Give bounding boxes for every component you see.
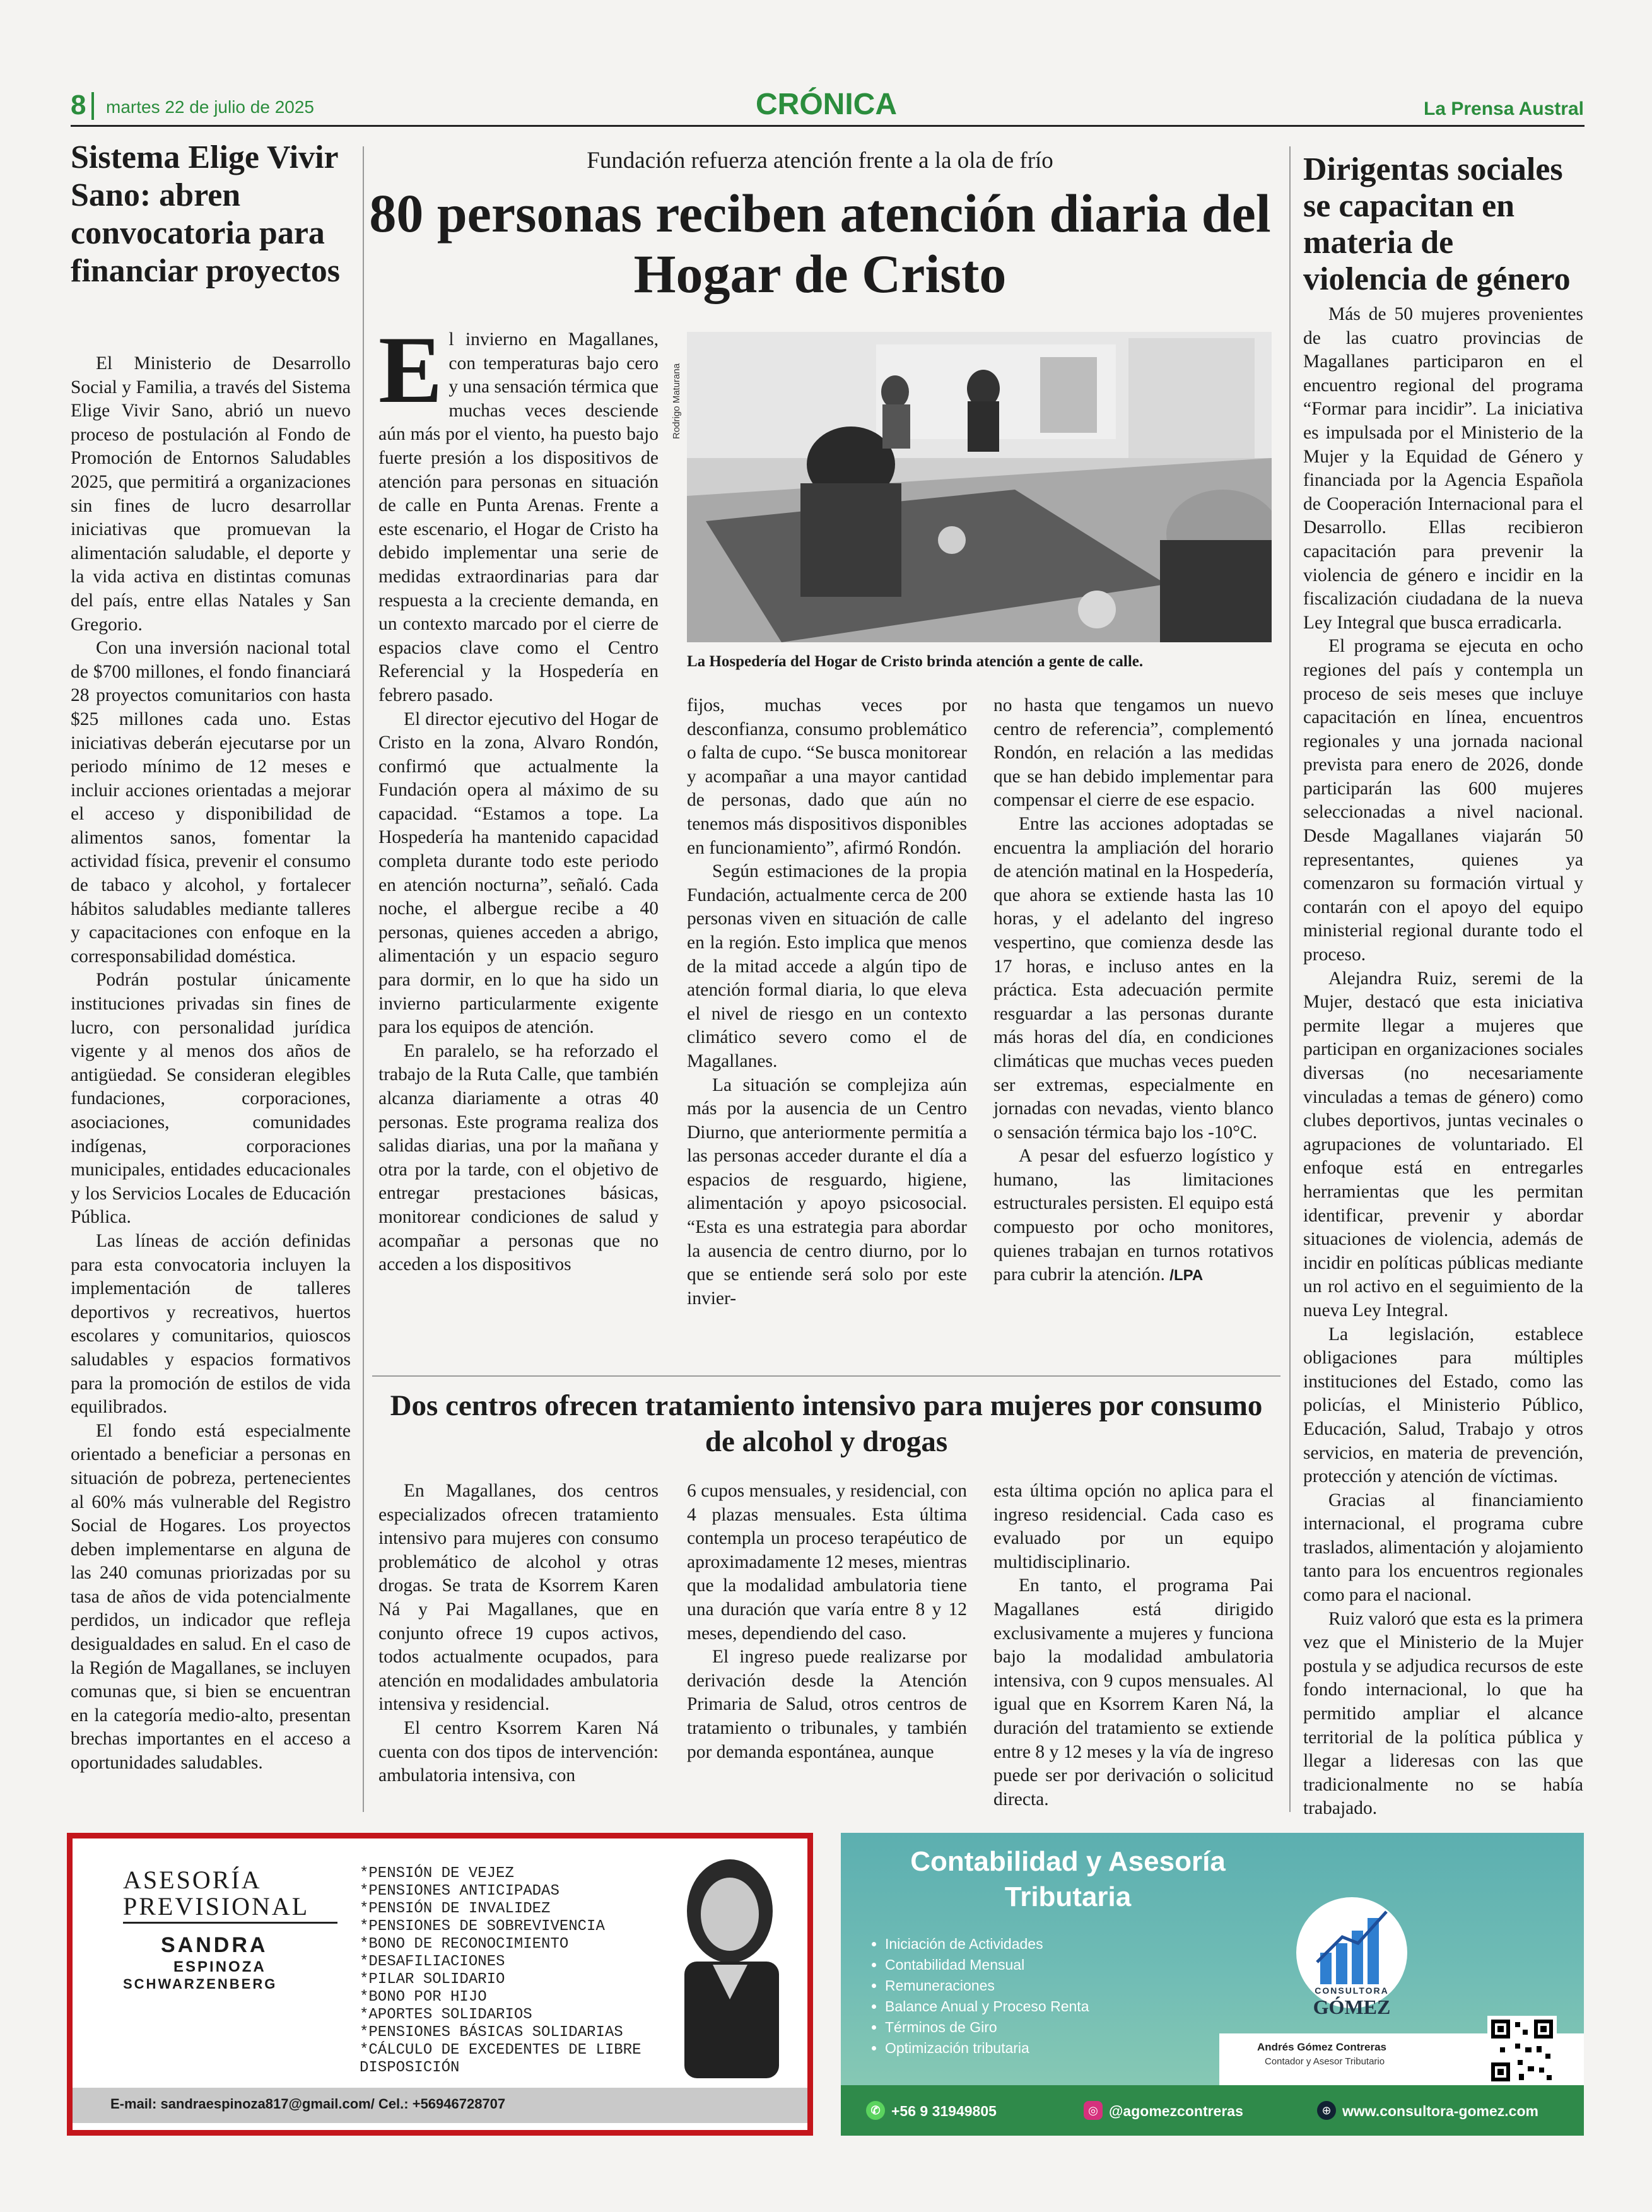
main-article-col-1 — [378, 317, 659, 1277]
shelter-dining-photo — [687, 332, 1272, 642]
service-item: • Remuneraciones — [885, 1975, 1089, 1996]
paragraph — [993, 1144, 1274, 1288]
paragraph: En Magallanes, dos centros especializados ofrecen tratamiento intensivo para mujeres con consumo problemático de alcohol y otras drogas. Se trata de Ksorrem Karen Ná y Pai Magallanes, que en conjunto ofrece 19 cupos activos, todos actualmente ocupados, para atención en modalidades ambulatoria intensiva y residencial. — [378, 1481, 659, 1715]
left-article-headline: Sistema Elige Vivir Sano: abren convocatoria para financiar proyectos — [71, 139, 341, 289]
paragraph: La situación se complejiza aún más por la ausencia de un Centro Diurno, que anteriormente permitía a las personas acceder durante el día a espacios de resguardo, higiene, alimentación y apoyo psicosocial. “Esta es una estrategia para abordar la ausencia de centro diurno, por lo que se entiende será solo por este invier- — [687, 1074, 967, 1309]
paragraph: Entre las acciones adoptadas se encuentra la ampliación del horario de atención matinal en la Hospedería, que ahora se extiende hasta las 10 horas, y el adelanto del ingreso vespertino, que comienza desde las 17 horas, e incluso antes en la práctica. Esta adecuación permite resguardar a las personas durante más horas del día, en condiciones climáticas que muchas veces pueden ser extremas, especialmente en jornadas con nevadas, viento blanco o sensación térmica bajo los -10°C. — [993, 813, 1274, 1143]
header-rule — [71, 125, 1585, 127]
services-list — [360, 1865, 656, 2077]
left-article-body — [71, 352, 351, 1775]
paragraph: En paralelo, se ha reforzado el trabajo de la Ruta Calle, que también alcanza diariamente a otras 40 personas. Este programa realiza dos salidas diarias, una por la mañana y otra por la tarde, con el objetivo de entregar prestaciones básicas, monitorear condiciones de salud y acompañar a personas que no acceden a los dispositivos — [378, 1040, 659, 1275]
paragraph: fijos, muchas veces por desconfianza, consumo problemático o falta de cupo. “Se busca monitorear y acompañar a una mayor cantidad de personas, dado que aún no tenemos más dispositivos disponibles en funcionamiento”, afirmó Rondón. — [687, 695, 967, 858]
paragraph: Ruiz valoró que esta es la primera vez que el Ministerio de la Mujer postula y se adjudica recursos de este fondo internacional, lo que ha permitido ampliar el alcance territorial de la política pública y llegar a lideresas con las que tradicionalmente no se había trabajado. — [1303, 1608, 1583, 1819]
advisor-middle-name: ESPINOZA — [173, 1958, 266, 1975]
service-item: *DESAFILIACIONES — [360, 1953, 505, 1970]
article-signature: /LPA — [1169, 1267, 1204, 1285]
service-item: *BONO DE RECONOCIMIENTO — [360, 1936, 569, 1953]
main-article-col-2 — [687, 694, 967, 1310]
service-item: *PENSIONES DE SOBREVIVENCIA — [360, 1918, 605, 1935]
paragraph: Con una inversión nacional total de $700 millones, el fondo financiará 28 proyectos comunitarios con hasta $25 millones cada uno. Estas iniciativas deberán ejecutarse por un periodo mínimo de 12 meses e incluir acciones orientadas a mejorar el acceso y disponibilidad de alimentos sanos, fomentar la actividad física, prevenir el consumo de tabaco y alcohol, y fortalecer hábitos saludables mediante talleres y capacitaciones con enfoque en la corresponsabilidad doméstica. — [71, 638, 351, 967]
accounting-ad[interactable] — [841, 1833, 1584, 2136]
paragraph: 6 cupos mensuales, y residencial, con 4 plazas mensuales. Esta última contempla un proceso terapéutico de aproximadamente 12 meses, mientras que la modalidad ambulatoria tiene una duración que varía entre 8 y 12 meses, dependiendo del caso. — [687, 1481, 967, 1644]
ad-title-line1: ASESORÍA — [123, 1866, 262, 1894]
service-item: *PENSIÓN DE VEJEZ — [360, 1865, 514, 1882]
logo-name: GÓMEZ — [1313, 1996, 1391, 2018]
second-article-headline: Dos centros ofrecen tratamiento intensivo para mujeres por consumo de alcohol y drogas — [390, 1389, 1263, 1458]
publication-name: La Prensa Austral — [1424, 98, 1584, 119]
paragraph: La legislación, establece obligaciones para múltiples instituciones del Estado, como las policías, el Ministerio Público, Educación, Salud, Trabajo y otros servicios, en materia de prevención, protección y atención de víctimas. — [1303, 1324, 1583, 1487]
second-article-col-1 — [378, 1480, 659, 1788]
advisor-last-name: SCHWARZENBERG — [123, 1976, 278, 1992]
paragraph: El Ministerio de Desarrollo Social y Familia, a través del Sistema Elige Vivir Sano, abrió un nuevo proceso de postulación al Fondo de Promoción de Entornos Saludables 2025, que permitirá a organizaciones sin fines de lucro desarrollar iniciativas que promuevan la alimentación saludable, el deporte y la vida activa en distintas comunas del país, entre ellas Natales y San Gregorio. — [71, 353, 351, 635]
ad-title-line2: PREVISIONAL — [123, 1892, 310, 1921]
main-article-kicker: Fundación refuerza atención frente a la ola de frío — [587, 148, 1053, 174]
service-item: • Optimización tributaria — [885, 2038, 1089, 2059]
paragraph: esta última opción no aplica para el ingreso residencial. Cada caso es evaluado por un equipo multidisciplinario. — [993, 1481, 1274, 1572]
service-item: *PILAR SOLIDARIO — [360, 1971, 505, 1988]
pension-advisory-ad[interactable] — [67, 1833, 813, 2136]
issue-date: martes 22 de julio de 2025 — [106, 97, 314, 117]
accounting-services — [866, 1934, 1089, 2059]
main-article-col-3 — [993, 694, 1274, 1288]
page-number-divider — [91, 92, 94, 120]
service-item: *PENSIONES ANTICIPADAS — [360, 1883, 559, 1900]
website-link[interactable]: www.consultora-gomez.com — [1342, 2103, 1538, 2119]
paragraph: El ingreso puede realizarse por derivación desde la Atención Primaria de Salud, otros centros de tratamiento o tribunales, y también por demanda espontánea, aunque — [687, 1647, 967, 1762]
paragraph-text: A pesar del esfuerzo logístico y humano, las limitaciones estructurales persisten. El equipo está compuesto por ocho monitores, quienes trabajan en turnos rotativos para cubrir la atención. — [993, 1146, 1274, 1285]
service-item: • Contabilidad Mensual — [885, 1955, 1089, 1975]
accountant-name: Andrés Gómez Contreras — [1257, 2041, 1386, 2053]
contact-line[interactable]: E-mail: sandraespinoza817@gmail.com/ Cel.: +56946728707 — [110, 2096, 506, 2112]
service-item: *CÁLCULO DE EXCEDENTES DE LIBRE DISPOSICIÓN — [360, 2042, 641, 2076]
paragraph: no hasta que tengamos un nuevo centro de referencia”, complementó Rondón, en relación a las medidas que se han debido implementar para compensar el cierre de ese espacio. — [993, 695, 1274, 811]
advisor-first-name: SANDRA — [161, 1933, 268, 1957]
instagram-icon: ◎ — [1084, 2101, 1103, 2120]
main-article-headline: 80 personas reciben atención diaria del Hogar de Cristo — [369, 183, 1271, 304]
service-item: • Iniciación de Actividades — [885, 1934, 1089, 1955]
paragraph: El programa se ejecuta en ocho regiones del país y contempla un proceso de seis meses que incluye capacitación en línea, encuentros regionales y una jornada nacional prevista para enero de 2026, donde participarán las 600 mujeres seleccionadas a nivel nacional. Desde Magallanes viajarán 50 representantes, quienes ya comenzaron su formación virtual y contarán con el apoyo del equipo ministerial regional durante todo el proceso. — [1303, 636, 1583, 965]
article-photo — [687, 332, 1272, 642]
paragraph: Según estimaciones de la propia Fundación, actualmente cerca de 200 personas viven en situación de calle en la región. Esto implica que menos de la mitad accede a algún tipo de atención formal diaria, lo que eleva el nivel de riesgo en un contexto climático severo como el de Magallanes. — [687, 861, 967, 1071]
service-item: • Balance Anual y Proceso Renta — [885, 1996, 1089, 2017]
paragraph: Más de 50 mujeres provenientes de las cuatro provincias de Magallanes participaron en el encuentro regional del programa “Formar para incidir”. La iniciativa es impulsada por el Ministerio de la Mujer y la Equidad de Género y financiada por la Agencia Española de Cooperación Internacional para el Desarrollo. Ellas recibieron capacitación para prevenir la violencia de género e incidir en la fiscalización ciudadana de la nueva Ley Integral que busca erradicarla. — [1303, 304, 1583, 633]
service-item: *BONO POR HIJO — [360, 1989, 487, 2006]
service-item: *PENSIÓN DE INVALIDEZ — [360, 1900, 551, 1917]
paragraph: El director ejecutivo del Hogar de Cristo en la zona, Alvaro Rondón, confirmó que actualmente la Fundación opera al máximo de su capacidad. “Estamos a tope. La Hospedería ha mantenido capacidad completa durante todo este periodo en atención nocturna”, señaló. Cada noche, el albergue recibe a 40 personas, quienes acceden a abrigo, alimentación y un espacio seguro para dormir, en lo que ha sido un invierno particularmente exigente para los equipos de atención. — [378, 709, 659, 1038]
instagram-handle[interactable]: @agomezcontreras — [1109, 2103, 1243, 2119]
section-divider — [372, 1375, 1280, 1377]
ad-title: Contabilidad y Asesoría Tributaria — [910, 1846, 1226, 1912]
column-divider — [1289, 146, 1291, 1812]
advisor-portrait — [659, 1851, 801, 2078]
paragraph: El fondo está especialmente orientado a beneficiar a personas en situación de pobreza, pertenecientes al 60% más vulnerable del Registro Social de Hogares. Los proyectos deben implementarse en alguna de las 240 comunas priorizadas por su tasa de años de vida potencialmente perdidos, un indicador que refleja desigualdades en salud. En el caso de la Región de Magallanes, se incluyen comunas que, si bien se encuentran en la categoría medio-alto, presentan brechas importantes en el acceso a oportunidades saludables. — [71, 1420, 351, 1774]
column-divider — [363, 146, 364, 1812]
whatsapp-icon: ✆ — [866, 2101, 885, 2120]
right-article-headline: Dirigentas sociales se capacitan en materia de violencia de género — [1303, 151, 1571, 297]
photo-credit: Rodrigo Maturana — [671, 363, 682, 439]
paragraph: En tanto, el programa Pai Magallanes está dirigido exclusivamente a mujeres y funciona bajo la modalidad ambulatoria intensiva, con 9 cupos mensuales. Al igual que en Ksorrem Karen Ná, la duración del tratamiento se extiende entre 8 y 12 meses y la vía de ingreso puede ser por derivación o solicitud directa. — [993, 1575, 1274, 1809]
qr-code-icon[interactable] — [1487, 2016, 1557, 2085]
service-item: *PENSIONES BÁSICAS SOLIDARIAS — [360, 2024, 623, 2041]
paragraph: Alejandra Ruiz, seremi de la Mujer, destacó que esta iniciativa permite llegar a mujeres que participan en organizaciones sociales diversas (no necesariamente vinculadas a temas de género) como clubes deportivos, juntas vecinales o agrupaciones de voluntariado. El enfoque está en entregarles herramientas que les permitan identificar, prevenir y abordar situaciones de violencia, además de incidir en políticas públicas mediante un rol activo en el seguimiento de la nueva Ley Integral. — [1303, 968, 1583, 1321]
paragraph: El centro Ksorrem Karen Ná cuenta con dos tipos de intervención: ambulatoria intensiva, con — [378, 1717, 659, 1786]
section-title: CRÓNICA — [756, 88, 897, 121]
service-item: • Términos de Giro — [885, 2017, 1089, 2038]
page-number: 8 — [71, 90, 86, 121]
whatsapp-number[interactable]: +56 9 31949805 — [891, 2103, 997, 2119]
accountant-role: Contador y Asesor Tributario — [1265, 2056, 1385, 2067]
paragraph: Podrán postular únicamente instituciones privadas sin fines de lucro, con personalidad jurídica vigente y al menos dos años de antigüedad. Se consideran elegibles fundaciones, corporaciones, asociaciones, comunidades indígenas, corporaciones municipales, entidades educacionales y los Servicios Locales de Educación Pública. — [71, 970, 351, 1228]
photo-caption: La Hospedería del Hogar de Cristo brinda atención a gente de calle. — [687, 653, 1144, 670]
second-article-col-2 — [687, 1480, 967, 1764]
second-article-col-3 — [993, 1480, 1274, 1811]
ad-title-rule — [123, 1922, 337, 1924]
paragraph: Las líneas de acción definidas para esta convocatoria incluyen la implementación de talleres deportivos y recreativos, huertos escolares y comunitarios, quioscos saludables y espacios formativos para la promoción de estilos de vida equilibrados. — [71, 1230, 351, 1418]
drop-cap: E — [378, 317, 443, 423]
logo-caption: CONSULTORA — [1315, 1986, 1389, 1996]
right-article-body — [1303, 303, 1583, 1821]
globe-icon: ⊕ — [1317, 2101, 1336, 2120]
paragraph: l invierno en Magallanes, con temperaturas bajo cero y una sensación térmica que muchas veces desciende aún más por el viento, ha puesto bajo fuerte presión a los dispositivos de atención para personas en situación de calle en Punta Arenas. Frente a este escenario, el Hogar de Cristo ha debido implementar una serie de medidas extraordinarias para dar respuesta a la creciente demanda, en un contexto marcado por el cierre de espacios clave como el Centro Referencial y la Hospedería en febrero pasado. — [378, 329, 659, 705]
paragraph: Gracias al financiamiento internacional, el programa cubre traslados, alimentación y alojamiento tanto para los encuentros regionales como para el nacional. — [1303, 1490, 1583, 1606]
service-item: *APORTES SOLIDARIOS — [360, 2006, 532, 2023]
